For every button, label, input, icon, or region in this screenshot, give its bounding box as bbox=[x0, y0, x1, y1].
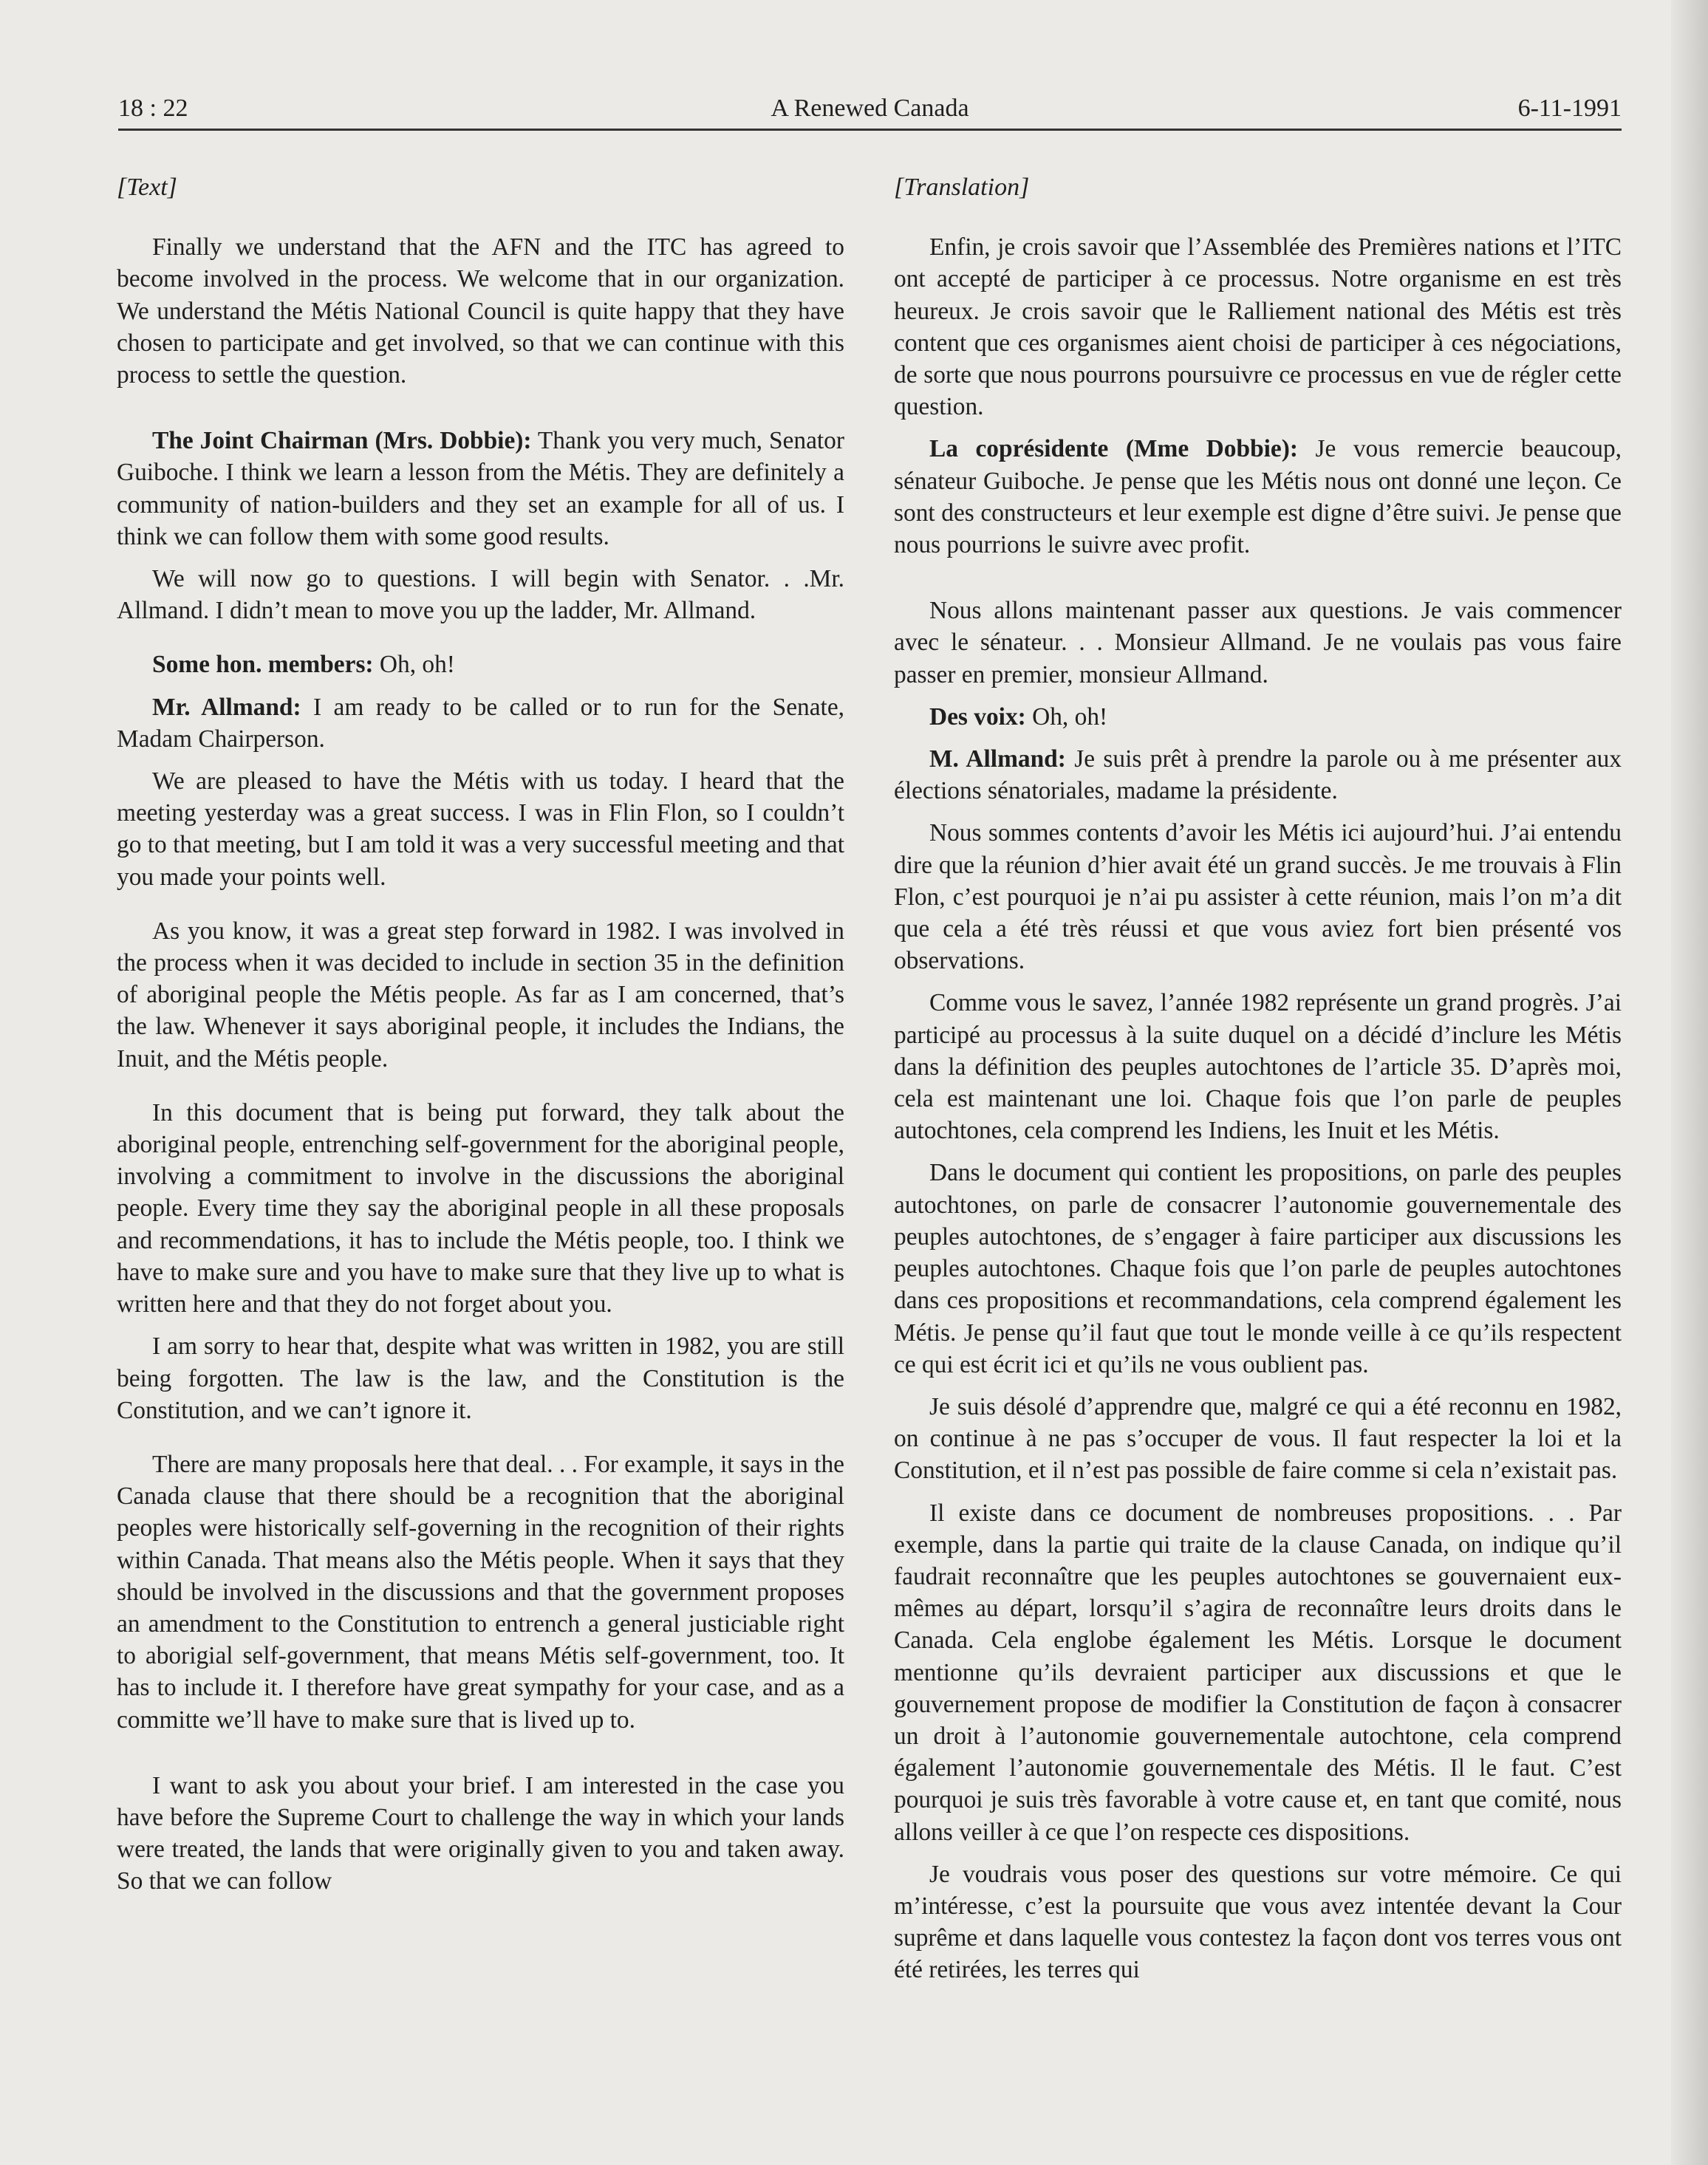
paragraph: La coprésidente (Mme Dobbie): Je vous remercie beaucoup, sénateur Guiboche. Je pense que les Métis nous ont donné une leçon. Ce sont des constructeurs et leur exemple est digne d’être suivi. Je pense que nous pourrions le suivre avec profit. bbox=[894, 435, 1622, 559]
translation-label: [Translation] bbox=[894, 174, 1030, 201]
paragraph: Je suis désolé d’apprendre que, malgré ce qui a été reconnu en 1982, on continue à ne pas s’occuper de vous. Il faut respecter la loi et la Constitution, et il n’est pas possible de faire comme si cela n’existait pas. bbox=[894, 1392, 1622, 1485]
speaker-name: The Joint Chairman (Mrs. Dobbie): bbox=[152, 427, 532, 455]
page-header bbox=[118, 87, 1622, 131]
paragraph: We will now go to questions. I will begin with Senator. . .Mr. Allmand. I didn’t mean to move you up the ladder, Mr. Allmand. bbox=[117, 565, 844, 625]
speaker-name: Des voix: bbox=[929, 702, 1026, 731]
paragraph: Nous sommes contents d’avoir les Métis ici aujourd’hui. J’ai entendu dire que la réunion d’hier avait été un grand succès. Je me trouvais à Flin Flon, c’est pourquoi je n’ai pu assister à cette réunion, mais l’on m’a dit que cela a été très réussi et que vous aviez fort bien présenté vos observations. bbox=[894, 819, 1622, 975]
binding-shadow bbox=[1671, 0, 1708, 2165]
paragraph: In this document that is being put forward, they talk about the aboriginal people, entrenching self-government for the aboriginal people, involving a commitment to involve in the discussions the aboriginal people. Every time they say the aboriginal people in all these proposals and recommendations, it has to include the Métis people, too. I think we have to make sure and you have to make sure that they live up to what is written here and that they do not forget about you. bbox=[117, 1098, 844, 1319]
paragraph: We are pleased to have the Métis with us today. I heard that the meeting yesterday was a great success. I was in Flin Flon, so I couldn’t go to that meeting, but I am told it was a very successful meeting and that you made your points well. bbox=[117, 767, 844, 891]
paragraph: The Joint Chairman (Mrs. Dobbie): Thank you very much, Senator Guiboche. I think we learn a lesson from the Métis. They are definitely a community of nation-builders and they set an example for all of us. I think we can follow them with some good results. bbox=[117, 427, 844, 550]
page-number: 18 : 22 bbox=[118, 95, 188, 122]
speaker-name: M. Allmand: bbox=[929, 745, 1066, 773]
paragraph: Enfin, je crois savoir que l’Assemblée des Premières nations et l’ITC ont accepté de participer à ce processus. Notre organisme en est très heureux. Je crois savoir que le Ralliement national des Métis est très content que ces organismes aient choisi de participer à ces négociations, de sorte que nous pourrons poursuivre ce processus en vue de régler cette question. bbox=[894, 233, 1622, 421]
paragraph: Je voudrais vous poser des questions sur votre mémoire. Ce qui m’intéresse, c’est la poursuite que vous avez intentée devant la Cour suprême et dans laquelle vous contestez la façon dont vos terres vous ont été retirées, les terres qui bbox=[894, 1860, 1622, 1984]
french-column bbox=[894, 171, 1622, 1997]
paragraph: Il existe dans ce document de nombreuses propositions. . . Par exemple, dans la partie qui traite de la clause Canada, on indique qu’il faudrait reconnaître que les peuples autochtones se gouvernaient eux-mêmes au départ, lorsqu’il s’agira de reconnaître leurs droits dans le Canada. Cela englobe également les Métis. Lorsque le document mentionne qu’ils devraient participer aux discussions et que le gouvernement propose de modifier la Constitution de façon à consacrer un droit à l’autonomie gouvernementale autochtone, cela comprend également l’autonomie gouvernementale des Métis. Il le faut. C’est pourquoi je suis très favorable à votre cause et, en tant que comité, nous allons veiller à ce que l’on respecte ces dispositions. bbox=[894, 1499, 1622, 1846]
paragraph: Des voix: Oh, oh! bbox=[929, 702, 1108, 731]
paragraph: Nous allons maintenant passer aux questions. Je vais commencer avec le sénateur. . . Monsieur Allmand. Je ne voulais pas vous faire passer en premier, monsieur Allmand. bbox=[894, 597, 1622, 688]
speaker-name: La coprésidente (Mme Dobbie): bbox=[929, 435, 1298, 463]
paragraph: Mr. Allmand: I am ready to be called or to run for the Senate, Madam Chairperson. bbox=[117, 693, 844, 753]
paragraph: I am sorry to hear that, despite what was written in 1982, you are still being forgotten. The law is the law, and the Constitution is the Constitution, and we can’t ignore it. bbox=[117, 1333, 844, 1424]
page-title: A Renewed Canada bbox=[771, 95, 969, 122]
paragraph: Dans le document qui contient les propositions, on parle des peuples autochtones, on parle de consacrer l’autonomie gouvernementale des peuples autochtones, de s’engager à faire participer aux discussions les peuples autochtones. Chaque fois que l’on parle de peuples autochtones dans ces propositions et recommandations, cela comprend également les Métis. Je pense qu’il faut que tout le monde veille à ce qu’ils respectent ce qui est écrit ici et qu’ils ne vous oublient pas. bbox=[894, 1159, 1622, 1378]
paragraph: M. Allmand: Je suis prêt à prendre la parole ou à me présenter aux élections sénatoriales, madame la présidente. bbox=[894, 745, 1622, 805]
paragraph: I want to ask you about your brief. I am interested in the case you have before the Supreme Court to challenge the way in which your lands were treated, the lands that were originally given to you and taken away. So that we can follow bbox=[117, 1771, 844, 1895]
speaker-name: Mr. Allmand: bbox=[152, 693, 301, 721]
page-date: 6-11-1991 bbox=[1517, 95, 1622, 122]
paragraph: As you know, it was a great step forward in 1982. I was involved in the process when it was decided to include in section 35 in the definition of aboriginal people the Métis people. As far as I am concerned, that’s the law. Whenever it says aboriginal people, it includes the Indians, the Inuit, and the Métis people. bbox=[117, 917, 844, 1073]
paragraph: There are many proposals here that deal. . . For example, it says in the Canada clause that there should be a recognition that the aboriginal peoples were historically self-governing in the recognition of their rights within Canada. That means also the Métis people. When it says that they should be involved in the discussions and that the government proposes an amendment to the Constitution to entrench a general justiciable right to aborigial self-government, that means Métis self-government, too. It has to include it. I therefore have great sympathy for your case, and as a committe we’ll have to make sure that is lived up to. bbox=[117, 1450, 844, 1734]
paragraph: Some hon. members: Oh, oh! bbox=[152, 651, 455, 679]
paragraph: Comme vous le savez, l’année 1982 représente un grand progrès. J’ai participé au processus à la suite duquel on a décidé d’inclure les Métis dans la définition des peuples autochtones de l’article 35. D’après moi, cela est maintenant une loi. Chaque fois que l’on parle de peuples autochtones, cela comprend les Indiens, les Inuit et les Métis. bbox=[894, 989, 1622, 1145]
text-label: [Text] bbox=[117, 174, 177, 201]
paragraph: Finally we understand that the AFN and the ITC has agreed to become involved in the process. We welcome that in our organization. We understand the Métis National Council is quite happy that they have chosen to participate and get involved, so that we can continue with this process to settle the question. bbox=[117, 233, 844, 389]
speaker-name: Some hon. members: bbox=[152, 651, 374, 679]
english-column bbox=[117, 171, 844, 1908]
